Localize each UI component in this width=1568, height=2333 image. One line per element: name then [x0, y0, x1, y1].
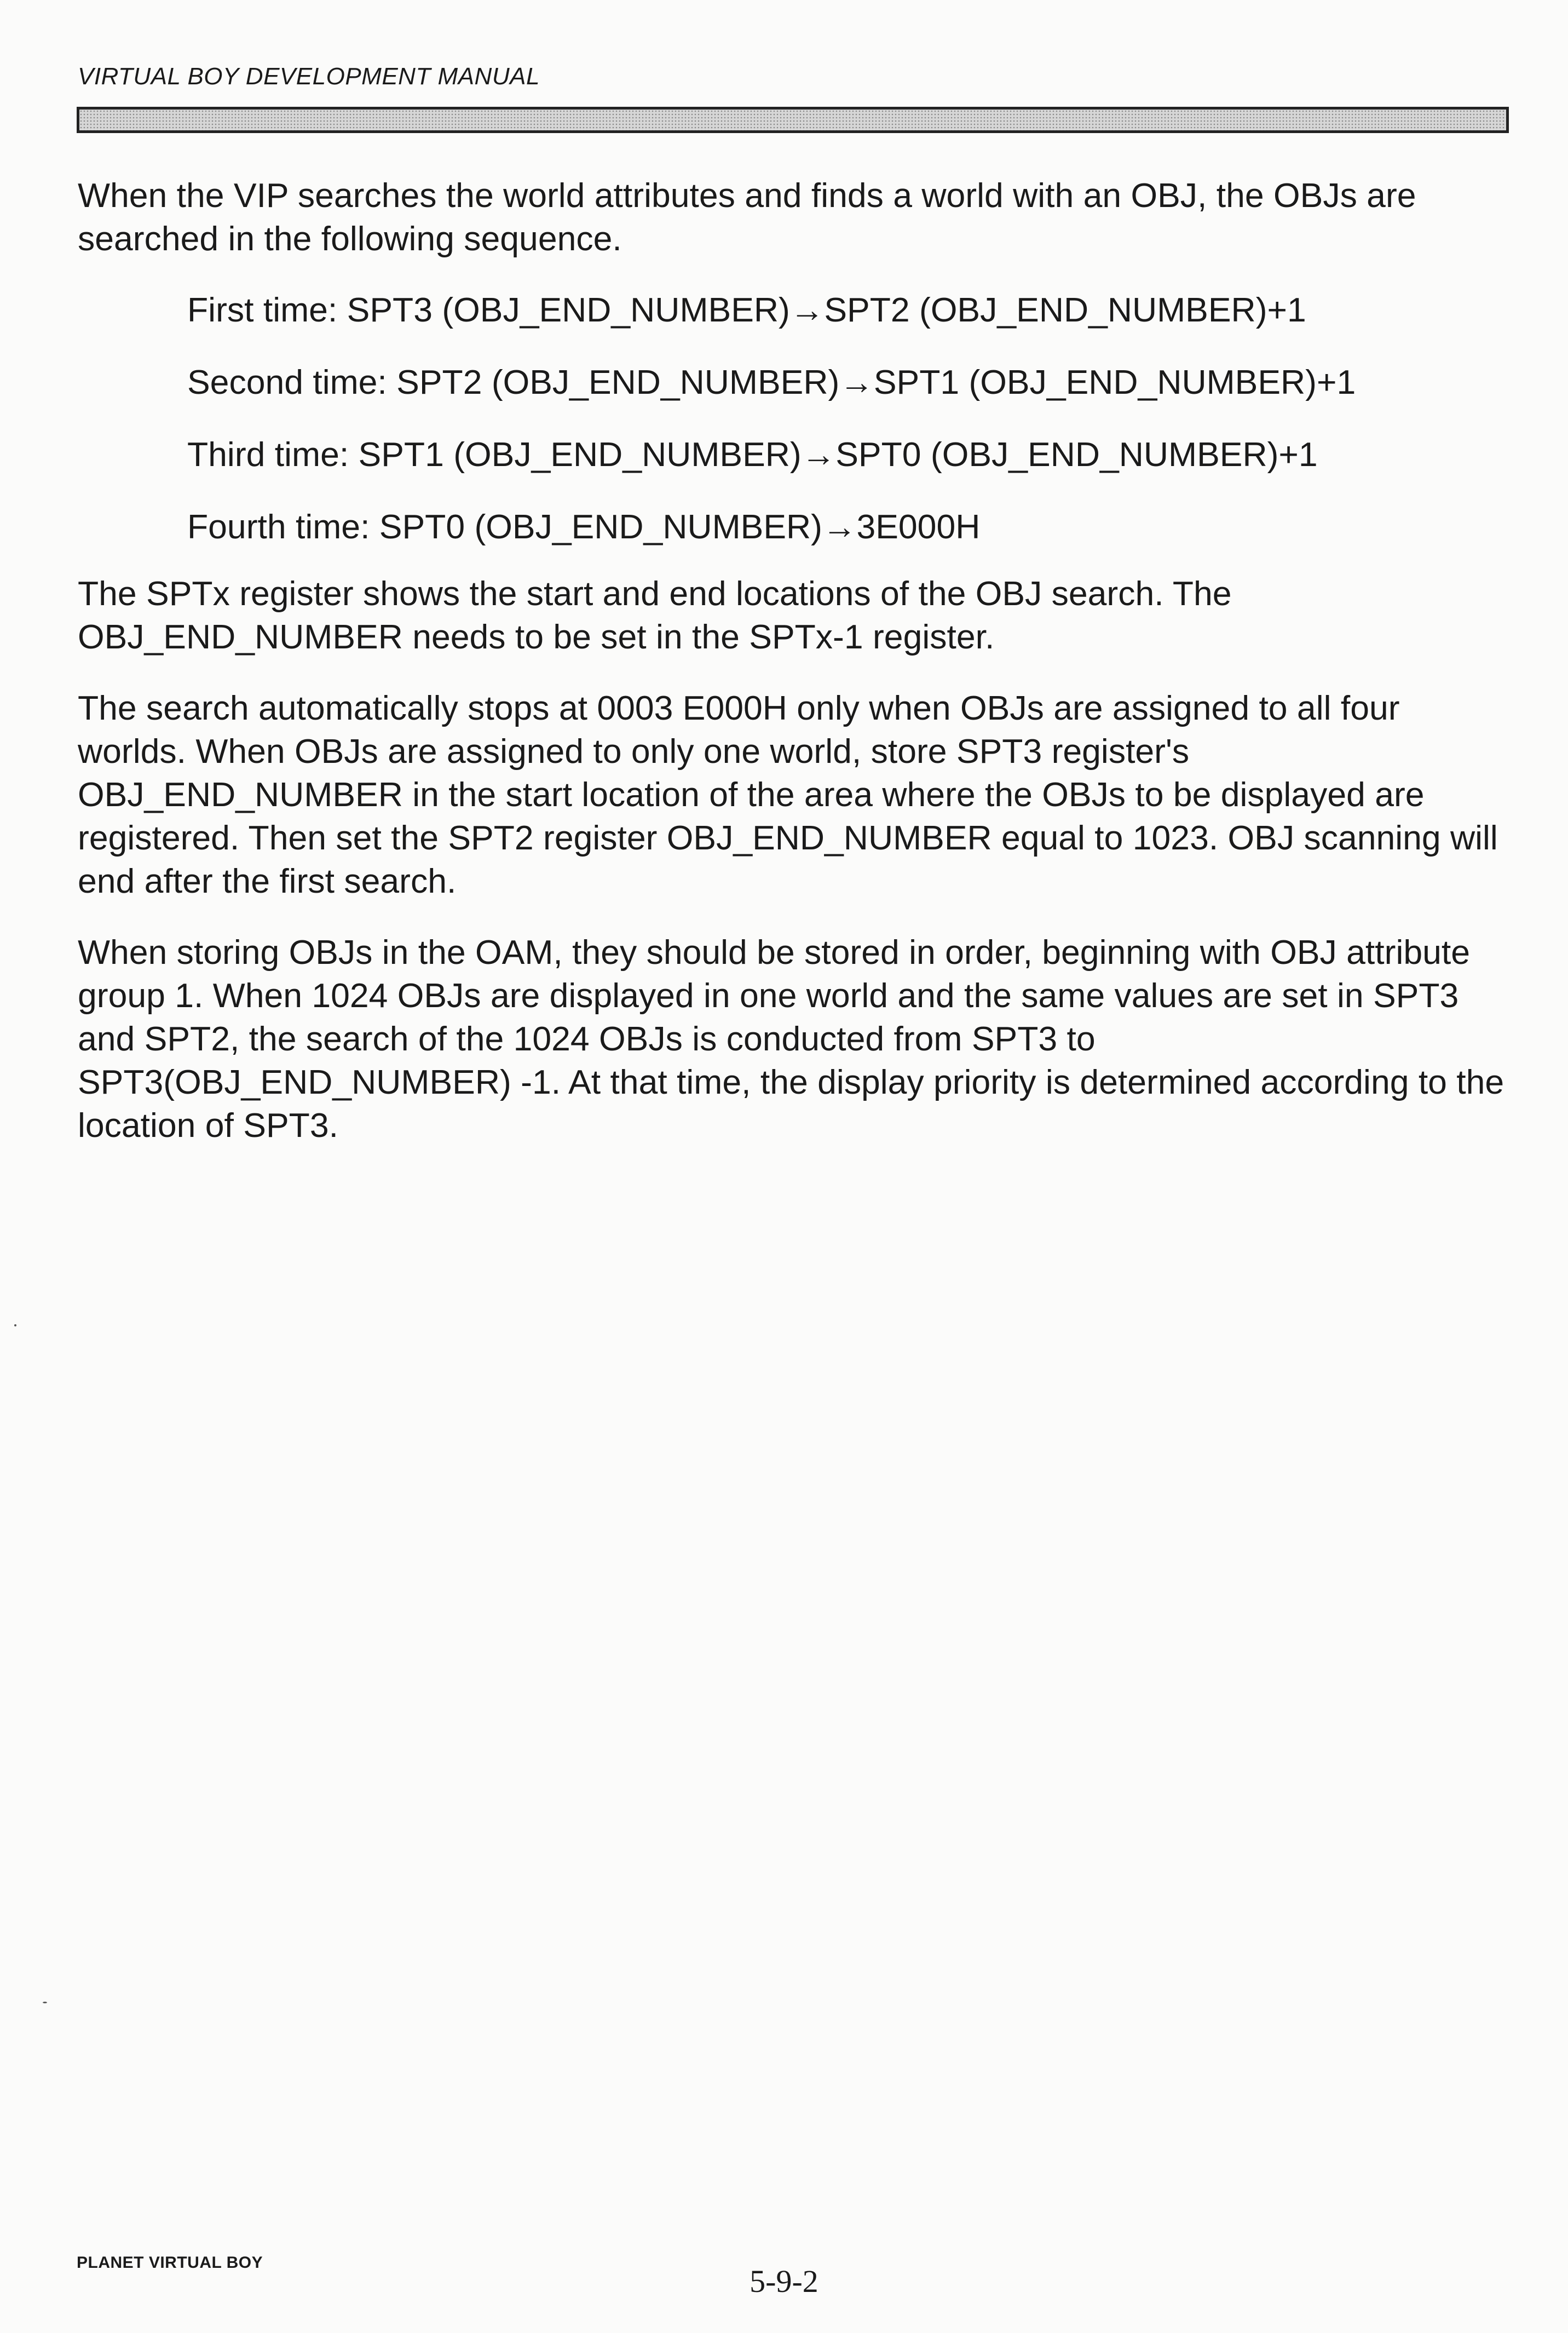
- sequence-item-second: Second time: SPT2 (OBJ_END_NUMBER)→SPT1 (OBJ_END_NUMBER)+1: [187, 363, 1356, 401]
- search-sequence-list: [78, 289, 1512, 549]
- oam-storage-paragraph: When storing OBJs in the OAM, they should be stored in order, beginning with OBJ attribute group 1. When 1024 OBJs are displayed in one world and the same values are set in SPT3 and SPT2, the search of the 1024 OBJs is conducted from SPT3 to SPT3(OBJ_END_NUMBER) -1. At that time, the display priority is determined according to the location of SPT3.: [78, 933, 1504, 1145]
- sequence-item-first: First time: SPT3 (OBJ_END_NUMBER)→SPT2 (OBJ_END_NUMBER)+1: [187, 291, 1306, 329]
- running-header-title: VIRTUAL BOY DEVELOPMENT MANUAL: [78, 63, 540, 90]
- page-body: [78, 174, 1512, 1175]
- scan-speck: [14, 1324, 16, 1326]
- header-rule-bar: [77, 107, 1509, 133]
- sequence-item-fourth: Fourth time: SPT0 (OBJ_END_NUMBER)→3E000H: [187, 508, 981, 546]
- sequence-item-third: Third time: SPT1 (OBJ_END_NUMBER)→SPT0 (OBJ_END_NUMBER)+1: [187, 435, 1318, 474]
- footer-publisher-text: PLANET VIRTUAL BOY: [77, 2254, 263, 2272]
- scan-speck: [43, 2002, 47, 2003]
- page-number: 5-9-2: [750, 2263, 818, 2299]
- intro-paragraph: When the VIP searches the world attributes and finds a world with an OBJ, the OBJs are searched in the following sequence.: [78, 176, 1416, 258]
- sptx-register-paragraph: The SPTx register shows the start and end locations of the OBJ search. The OBJ_END_NUMBER needs to be set in the SPTx-1 register.: [78, 574, 1232, 656]
- search-stop-paragraph: The search automatically stops at 0003 E000H only when OBJs are assigned to all four worlds. When OBJs are assigned to only one world, store SPT3 register's OBJ_END_NUMBER in the start location of the area where the OBJs to be displayed are registered. Then set the SPT2 register OBJ_END_NUMBER equal to 1023. OBJ scanning will end after the first search.: [78, 689, 1498, 900]
